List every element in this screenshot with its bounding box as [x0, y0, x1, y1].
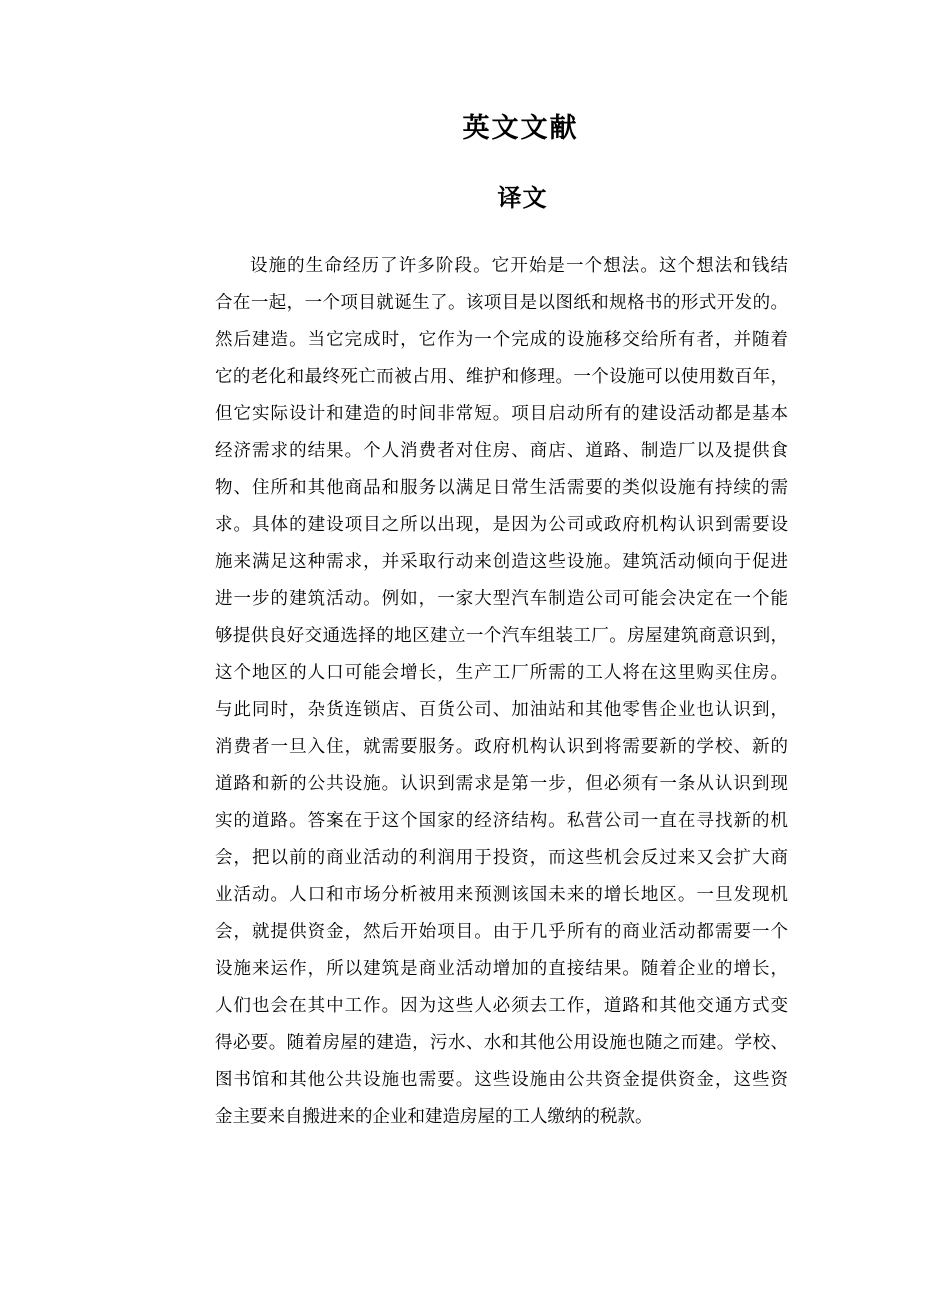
text-line: 会，就提供资金，然后开始项目。由于几乎所有的商业活动都需要一个	[215, 921, 788, 941]
text-line: 它的老化和最终死亡而被占用、维护和修理。一个设施可以使用数百年，	[215, 366, 788, 386]
text-line: 经济需求的结果。个人消费者对住房、商店、道路、制造厂以及提供食	[215, 440, 788, 460]
text-line: 消费者一旦入住，就需要服务。政府机构认识到将需要新的学校、新的	[215, 736, 788, 756]
text-line: 金主要来自搬进来的企业和建造房屋的工人缴纳的税款。	[215, 1106, 653, 1126]
text-line: 业活动。人口和市场分析被用来预测该国未来的增长地区。一旦发现机	[215, 884, 788, 904]
text-line: 求。具体的建设项目之所以出现，是因为公司或政府机构认识到需要设	[215, 514, 788, 534]
text-line: 施来满足这种需求，并采取行动来创造这些设施。建筑活动倾向于促进	[215, 551, 788, 571]
section-heading-translation: 译文	[497, 185, 548, 212]
text-line: 实的道路。答案在于这个国家的经济结构。私营公司一直在寻找新的机	[215, 810, 788, 830]
text-line: 进一步的建筑活动。例如，一家大型汽车制造公司可能会决定在一个能	[215, 588, 788, 608]
text-line: 人们也会在其中工作。因为这些人必须去工作，道路和其他交通方式变	[215, 995, 788, 1015]
text-line: 道路和新的公共设施。认识到需求是第一步，但必须有一条从认识到现	[215, 773, 788, 793]
text-line: 图书馆和其他公共设施也需要。这些设施由公共资金提供资金，这些资	[215, 1069, 788, 1089]
text-line: 物、住所和其他商品和服务以满足日常生活需要的类似设施有持续的需	[215, 477, 788, 497]
text-line: 得必要。随着房屋的建造，污水、水和其他公用设施也随之而建。学校、	[215, 1032, 788, 1052]
text-line: 与此同时，杂货连锁店、百货公司、加油站和其他零售企业也认识到，	[215, 699, 788, 719]
text-line: 这个地区的人口可能会增长，生产工厂所需的工人将在这里购买住房。	[215, 662, 788, 682]
text-line: 设施来运作，所以建筑是商业活动增加的直接结果。随着企业的增长，	[215, 958, 788, 978]
text-line: 合在一起，一个项目就诞生了。该项目是以图纸和规格书的形式开发的。	[215, 292, 788, 312]
text-line: 然后建造。当它完成时，它作为一个完成的设施移交给所有者，并随着	[215, 329, 788, 349]
translation-paragraph	[215, 247, 788, 1135]
page-title: 英文文献	[462, 113, 579, 143]
text-line: 会，把以前的商业活动的利润用于投资，而这些机会反过来又会扩大商	[215, 847, 788, 867]
text-line: 设施的生命经历了许多阶段。它开始是一个想法。这个想法和钱结	[250, 255, 788, 275]
text-line: 但它实际设计和建造的时间非常短。项目启动所有的建设活动都是基本	[215, 403, 788, 423]
text-line: 够提供良好交通选择的地区建立一个汽车组装工厂。房屋建筑商意识到，	[215, 625, 788, 645]
